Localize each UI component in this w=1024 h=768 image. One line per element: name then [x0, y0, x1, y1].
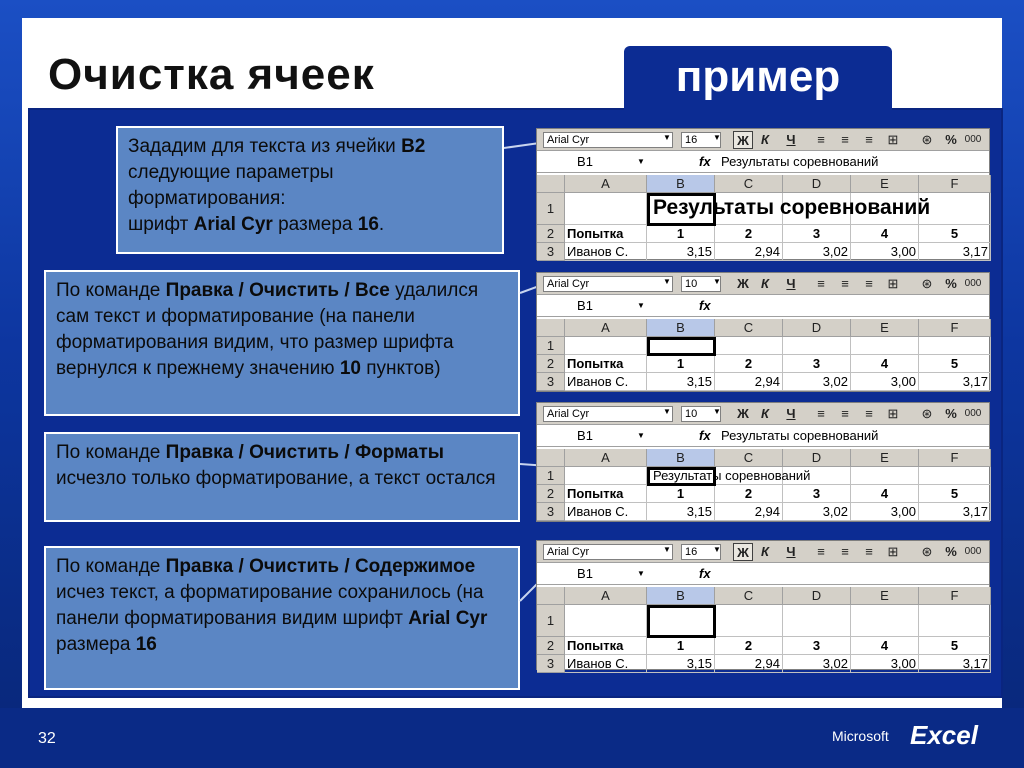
percent-button[interactable]: % — [945, 544, 957, 559]
chevron-down-icon[interactable]: ▼ — [663, 277, 671, 286]
name-box[interactable]: B1 — [577, 298, 593, 313]
chevron-down-icon[interactable]: ▼ — [713, 277, 721, 286]
selected-cell-b1[interactable] — [647, 193, 716, 226]
callout-step-2 — [44, 270, 520, 416]
row-header-1[interactable]: 1 — [537, 337, 565, 355]
row-header-3[interactable]: 3 — [537, 373, 565, 391]
formula-bar — [537, 151, 989, 173]
thousands-button[interactable]: 000 — [964, 134, 982, 145]
table-cell[interactable]: 2,94 — [715, 503, 783, 521]
name-box[interactable]: B1 — [577, 566, 593, 581]
grid-cell[interactable] — [851, 605, 919, 637]
currency-icon[interactable]: ⊛ — [921, 544, 933, 559]
column-header-e[interactable]: E — [851, 319, 919, 337]
grid-cell[interactable] — [919, 467, 991, 485]
table-cell[interactable]: 5 — [919, 485, 991, 503]
fx-icon: fx — [699, 298, 711, 313]
thousands-button[interactable]: 000 — [964, 278, 982, 289]
page-number: 32 — [38, 730, 56, 747]
callout-step-1 — [116, 126, 504, 254]
selected-cell-b1[interactable] — [647, 467, 716, 486]
callout-emphasis: Правка / Очистить / Содержимое — [165, 556, 476, 577]
column-header-e[interactable]: E — [851, 449, 919, 467]
formula-bar — [537, 563, 989, 585]
table-cell[interactable]: Иванов С. — [565, 373, 647, 391]
font-size-box[interactable]: 10 — [681, 276, 721, 292]
table-cell[interactable]: 2 — [715, 485, 783, 503]
callout-text: . — [378, 214, 385, 235]
column-header-c[interactable]: C — [715, 319, 783, 337]
callout-step-3 — [44, 432, 520, 522]
chevron-down-icon[interactable]: ▼ — [713, 133, 721, 142]
table-cell[interactable]: 3 — [783, 355, 851, 373]
callout-text: исчез текст, а форматирование сохранилось (на панели форматирования видим шрифт — [56, 582, 484, 629]
callout-emphasis: Правка / Очистить / Форматы — [165, 442, 445, 463]
callout-text: По команде — [56, 556, 166, 577]
table-cell[interactable]: 2 — [715, 225, 783, 243]
formula-bar — [537, 425, 989, 447]
underline-button[interactable]: Ч — [786, 132, 796, 147]
column-header-b[interactable]: B — [647, 587, 715, 605]
formula-input[interactable] — [719, 565, 989, 583]
grid-cell[interactable] — [919, 605, 991, 637]
row-header-1[interactable]: 1 — [537, 605, 565, 637]
column-header-d[interactable]: D — [783, 319, 851, 337]
selected-cell-b1[interactable] — [647, 605, 716, 638]
callout-emphasis: Arial Cyr — [408, 608, 488, 629]
font-name-box[interactable]: Arial Cyr — [543, 544, 673, 560]
formula-input[interactable] — [719, 297, 989, 315]
microsoft-brand: Microsoft — [832, 728, 889, 744]
column-header-a[interactable]: A — [565, 319, 647, 337]
column-header-c[interactable]: C — [715, 449, 783, 467]
table-cell[interactable]: 3 — [783, 225, 851, 243]
corner-cell[interactable] — [537, 449, 565, 467]
font-name-box[interactable]: Arial Cyr — [543, 276, 673, 292]
table-cell[interactable]: 1 — [647, 225, 715, 243]
excel-brand: Excel — [910, 720, 978, 750]
table-cell[interactable]: 3 — [783, 637, 851, 655]
align-right-icon[interactable]: ≡ — [865, 544, 873, 559]
table-cell[interactable]: 3,15 — [647, 373, 715, 391]
row-header-1[interactable]: 1 — [537, 467, 565, 485]
callout-text: удалился сам текст и форматирование (на панели форматирования видим, что размер шрифта вернулся к прежнему значению — [56, 280, 479, 379]
column-header-d[interactable]: D — [783, 587, 851, 605]
table-cell[interactable]: 4 — [851, 485, 919, 503]
grid-cell[interactable] — [851, 337, 919, 355]
cell-b1-content[interactable]: Результаты соревнований — [653, 468, 811, 483]
column-header-e[interactable]: E — [851, 175, 919, 193]
column-header-e[interactable]: E — [851, 587, 919, 605]
example-tab: пример — [624, 46, 892, 110]
fx-icon: fx — [699, 428, 711, 443]
italic-button[interactable]: К — [761, 406, 769, 421]
bold-button[interactable]: Ж — [737, 406, 749, 421]
align-center-icon[interactable]: ≡ — [841, 406, 849, 421]
table-cell[interactable]: 2,94 — [715, 373, 783, 391]
table-cell[interactable]: 1 — [647, 485, 715, 503]
corner-cell[interactable] — [537, 319, 565, 337]
align-right-icon[interactable]: ≡ — [865, 406, 873, 421]
callout-text: шрифт — [128, 214, 194, 235]
table-cell[interactable]: 5 — [919, 355, 991, 373]
merge-center-icon[interactable]: ⊞ — [887, 544, 899, 559]
align-left-icon[interactable]: ≡ — [817, 276, 825, 291]
callout-emphasis: 16 — [357, 214, 379, 235]
chevron-down-icon[interactable]: ▼ — [663, 407, 671, 416]
formatting-toolbar — [537, 129, 989, 151]
column-header-f[interactable]: F — [919, 587, 991, 605]
table-cell[interactable]: 3,17 — [919, 243, 991, 261]
chevron-down-icon[interactable]: ▼ — [637, 569, 645, 578]
thousands-button[interactable]: 000 — [964, 546, 982, 557]
selected-cell-b1[interactable] — [647, 337, 716, 356]
column-header-a[interactable]: A — [565, 175, 647, 193]
table-cell[interactable]: 3,17 — [919, 655, 991, 673]
table-cell[interactable]: Попытка — [565, 225, 647, 243]
column-header-a[interactable]: A — [565, 449, 647, 467]
table-cell[interactable]: 4 — [851, 355, 919, 373]
grid-cell[interactable] — [783, 605, 851, 637]
currency-icon[interactable]: ⊛ — [921, 276, 933, 291]
callout-emphasis: 10 — [339, 358, 361, 379]
formula-input[interactable]: Результаты соревнований — [721, 428, 879, 443]
table-cell[interactable]: 5 — [919, 637, 991, 655]
column-header-f[interactable]: F — [919, 319, 991, 337]
callout-emphasis: Правка / Очистить / Все — [165, 280, 390, 301]
chevron-down-icon[interactable]: ▼ — [637, 157, 645, 166]
row-header-3[interactable]: 3 — [537, 503, 565, 521]
table-cell[interactable]: 1 — [647, 637, 715, 655]
grid-cell[interactable] — [783, 337, 851, 355]
table-cell[interactable]: 3,00 — [851, 243, 919, 261]
chevron-down-icon[interactable]: ▼ — [713, 545, 721, 554]
grid-cell[interactable] — [565, 467, 647, 485]
column-header-c[interactable]: C — [715, 587, 783, 605]
grid-cell[interactable] — [565, 193, 647, 225]
grid-cell[interactable] — [919, 337, 991, 355]
table-cell[interactable]: 2,94 — [715, 655, 783, 673]
align-left-icon[interactable]: ≡ — [817, 406, 825, 421]
chevron-down-icon[interactable]: ▼ — [663, 133, 671, 142]
table-cell[interactable]: Попытка — [565, 637, 647, 655]
grid-cell[interactable] — [565, 337, 647, 355]
table-cell[interactable]: Иванов С. — [565, 655, 647, 673]
callout-text: По команде — [56, 442, 166, 463]
table-cell[interactable]: Иванов С. — [565, 243, 647, 261]
align-center-icon[interactable]: ≡ — [841, 132, 849, 147]
row-header-2[interactable]: 2 — [537, 225, 565, 243]
formula-input[interactable]: Результаты соревнований — [721, 154, 879, 169]
table-cell[interactable]: 3 — [783, 485, 851, 503]
column-header-c[interactable]: C — [715, 175, 783, 193]
callout-emphasis: Arial Cyr — [193, 214, 273, 235]
chevron-down-icon[interactable]: ▼ — [637, 301, 645, 310]
name-box[interactable]: B1 — [577, 428, 593, 443]
currency-icon[interactable]: ⊛ — [921, 132, 933, 147]
callout-text: размера — [56, 634, 136, 655]
thousands-button[interactable]: 000 — [964, 408, 982, 419]
grid-cell[interactable] — [851, 467, 919, 485]
callout-text: размера — [272, 214, 358, 235]
row-header-2[interactable]: 2 — [537, 355, 565, 373]
table-cell[interactable]: 4 — [851, 225, 919, 243]
name-box[interactable]: B1 — [577, 154, 593, 169]
formatting-toolbar — [537, 403, 989, 425]
table-cell[interactable]: 2 — [715, 355, 783, 373]
fx-icon: fx — [699, 154, 711, 169]
currency-icon[interactable]: ⊛ — [921, 406, 933, 421]
table-cell[interactable]: 4 — [851, 637, 919, 655]
formatting-toolbar — [537, 541, 989, 563]
font-size-box[interactable]: 16 — [681, 544, 721, 560]
cell-b1-content[interactable]: Результаты соревнований — [653, 196, 931, 219]
table-cell[interactable]: 3,00 — [851, 373, 919, 391]
callout-text: исчезло только форматирование, а текст остался — [56, 468, 496, 489]
bold-button[interactable]: Ж — [733, 543, 753, 561]
table-cell[interactable]: 3,02 — [783, 373, 851, 391]
underline-button[interactable]: Ч — [786, 406, 796, 421]
table-cell[interactable]: 3,17 — [919, 373, 991, 391]
font-size-box[interactable]: 10 — [681, 406, 721, 422]
table-cell[interactable]: Иванов С. — [565, 503, 647, 521]
column-header-f[interactable]: F — [919, 175, 991, 193]
table-cell[interactable]: 3,15 — [647, 503, 715, 521]
bold-button[interactable]: Ж — [733, 131, 753, 149]
chevron-down-icon[interactable]: ▼ — [663, 545, 671, 554]
percent-button[interactable]: % — [945, 406, 957, 421]
row-header-2[interactable]: 2 — [537, 485, 565, 503]
column-header-b[interactable]: B — [647, 175, 715, 193]
table-cell[interactable]: Попытка — [565, 355, 647, 373]
underline-button[interactable]: Ч — [786, 544, 796, 559]
excel-panel-clear-contents — [536, 540, 990, 670]
table-cell[interactable]: 2,94 — [715, 243, 783, 261]
italic-button[interactable]: К — [761, 276, 769, 291]
font-name-box[interactable]: Arial Cyr — [543, 132, 673, 148]
callout-text: пунктов) — [360, 358, 441, 379]
callout-emphasis: B2 — [401, 136, 426, 157]
table-cell[interactable]: 3,15 — [647, 655, 715, 673]
align-left-icon[interactable]: ≡ — [817, 132, 825, 147]
merge-center-icon[interactable]: ⊞ — [887, 276, 899, 291]
table-cell[interactable]: 5 — [919, 225, 991, 243]
merge-center-icon[interactable]: ⊞ — [887, 406, 899, 421]
callout-emphasis: 16 — [135, 634, 157, 655]
formula-bar — [537, 295, 989, 317]
table-cell[interactable]: 3,17 — [919, 503, 991, 521]
font-name-box[interactable]: Arial Cyr — [543, 406, 673, 422]
grid-cell[interactable] — [565, 605, 647, 637]
underline-button[interactable]: Ч — [786, 276, 796, 291]
percent-button[interactable]: % — [945, 132, 957, 147]
row-header-1[interactable]: 1 — [537, 193, 565, 225]
row-header-3[interactable]: 3 — [537, 655, 565, 673]
align-left-icon[interactable]: ≡ — [817, 544, 825, 559]
callout-step-4 — [44, 546, 520, 690]
column-header-d[interactable]: D — [783, 175, 851, 193]
merge-center-icon[interactable]: ⊞ — [887, 132, 899, 147]
table-cell[interactable]: 3,00 — [851, 655, 919, 673]
column-header-d[interactable]: D — [783, 449, 851, 467]
table-cell[interactable]: 3,15 — [647, 243, 715, 261]
slide-title: Очистка ячеек — [48, 50, 375, 99]
fx-icon: fx — [699, 566, 711, 581]
table-cell[interactable]: 3,02 — [783, 655, 851, 673]
corner-cell[interactable] — [537, 175, 565, 193]
percent-button[interactable]: % — [945, 276, 957, 291]
table-cell[interactable]: Попытка — [565, 485, 647, 503]
align-center-icon[interactable]: ≡ — [841, 276, 849, 291]
excel-panel-clear-all — [536, 272, 990, 392]
grid-cell[interactable] — [715, 337, 783, 355]
table-cell[interactable]: 2 — [715, 637, 783, 655]
table-cell[interactable]: 3,00 — [851, 503, 919, 521]
table-cell[interactable]: 3,02 — [783, 503, 851, 521]
row-header-2[interactable]: 2 — [537, 637, 565, 655]
font-size-box[interactable]: 16 — [681, 132, 721, 148]
table-cell[interactable]: 3,02 — [783, 243, 851, 261]
column-header-a[interactable]: A — [565, 587, 647, 605]
column-header-f[interactable]: F — [919, 449, 991, 467]
callout-text: По команде — [56, 280, 166, 301]
row-header-3[interactable]: 3 — [537, 243, 565, 261]
chevron-down-icon[interactable]: ▼ — [637, 431, 645, 440]
column-header-b[interactable]: B — [647, 449, 715, 467]
align-right-icon[interactable]: ≡ — [865, 132, 873, 147]
formatting-toolbar — [537, 273, 989, 295]
callout-text: Зададим для текста из ячейки — [128, 136, 402, 157]
align-center-icon[interactable]: ≡ — [841, 544, 849, 559]
column-header-b[interactable]: B — [647, 319, 715, 337]
grid-cell[interactable] — [715, 605, 783, 637]
align-right-icon[interactable]: ≡ — [865, 276, 873, 291]
excel-panel-clear-formats — [536, 402, 990, 522]
italic-button[interactable]: К — [761, 544, 769, 559]
corner-cell[interactable] — [537, 587, 565, 605]
excel-panel-original — [536, 128, 990, 260]
italic-button[interactable]: К — [761, 132, 769, 147]
table-cell[interactable]: 1 — [647, 355, 715, 373]
chevron-down-icon[interactable]: ▼ — [713, 407, 721, 416]
callout-text: следующие параметры форматирования: — [128, 162, 334, 209]
bold-button[interactable]: Ж — [737, 276, 749, 291]
